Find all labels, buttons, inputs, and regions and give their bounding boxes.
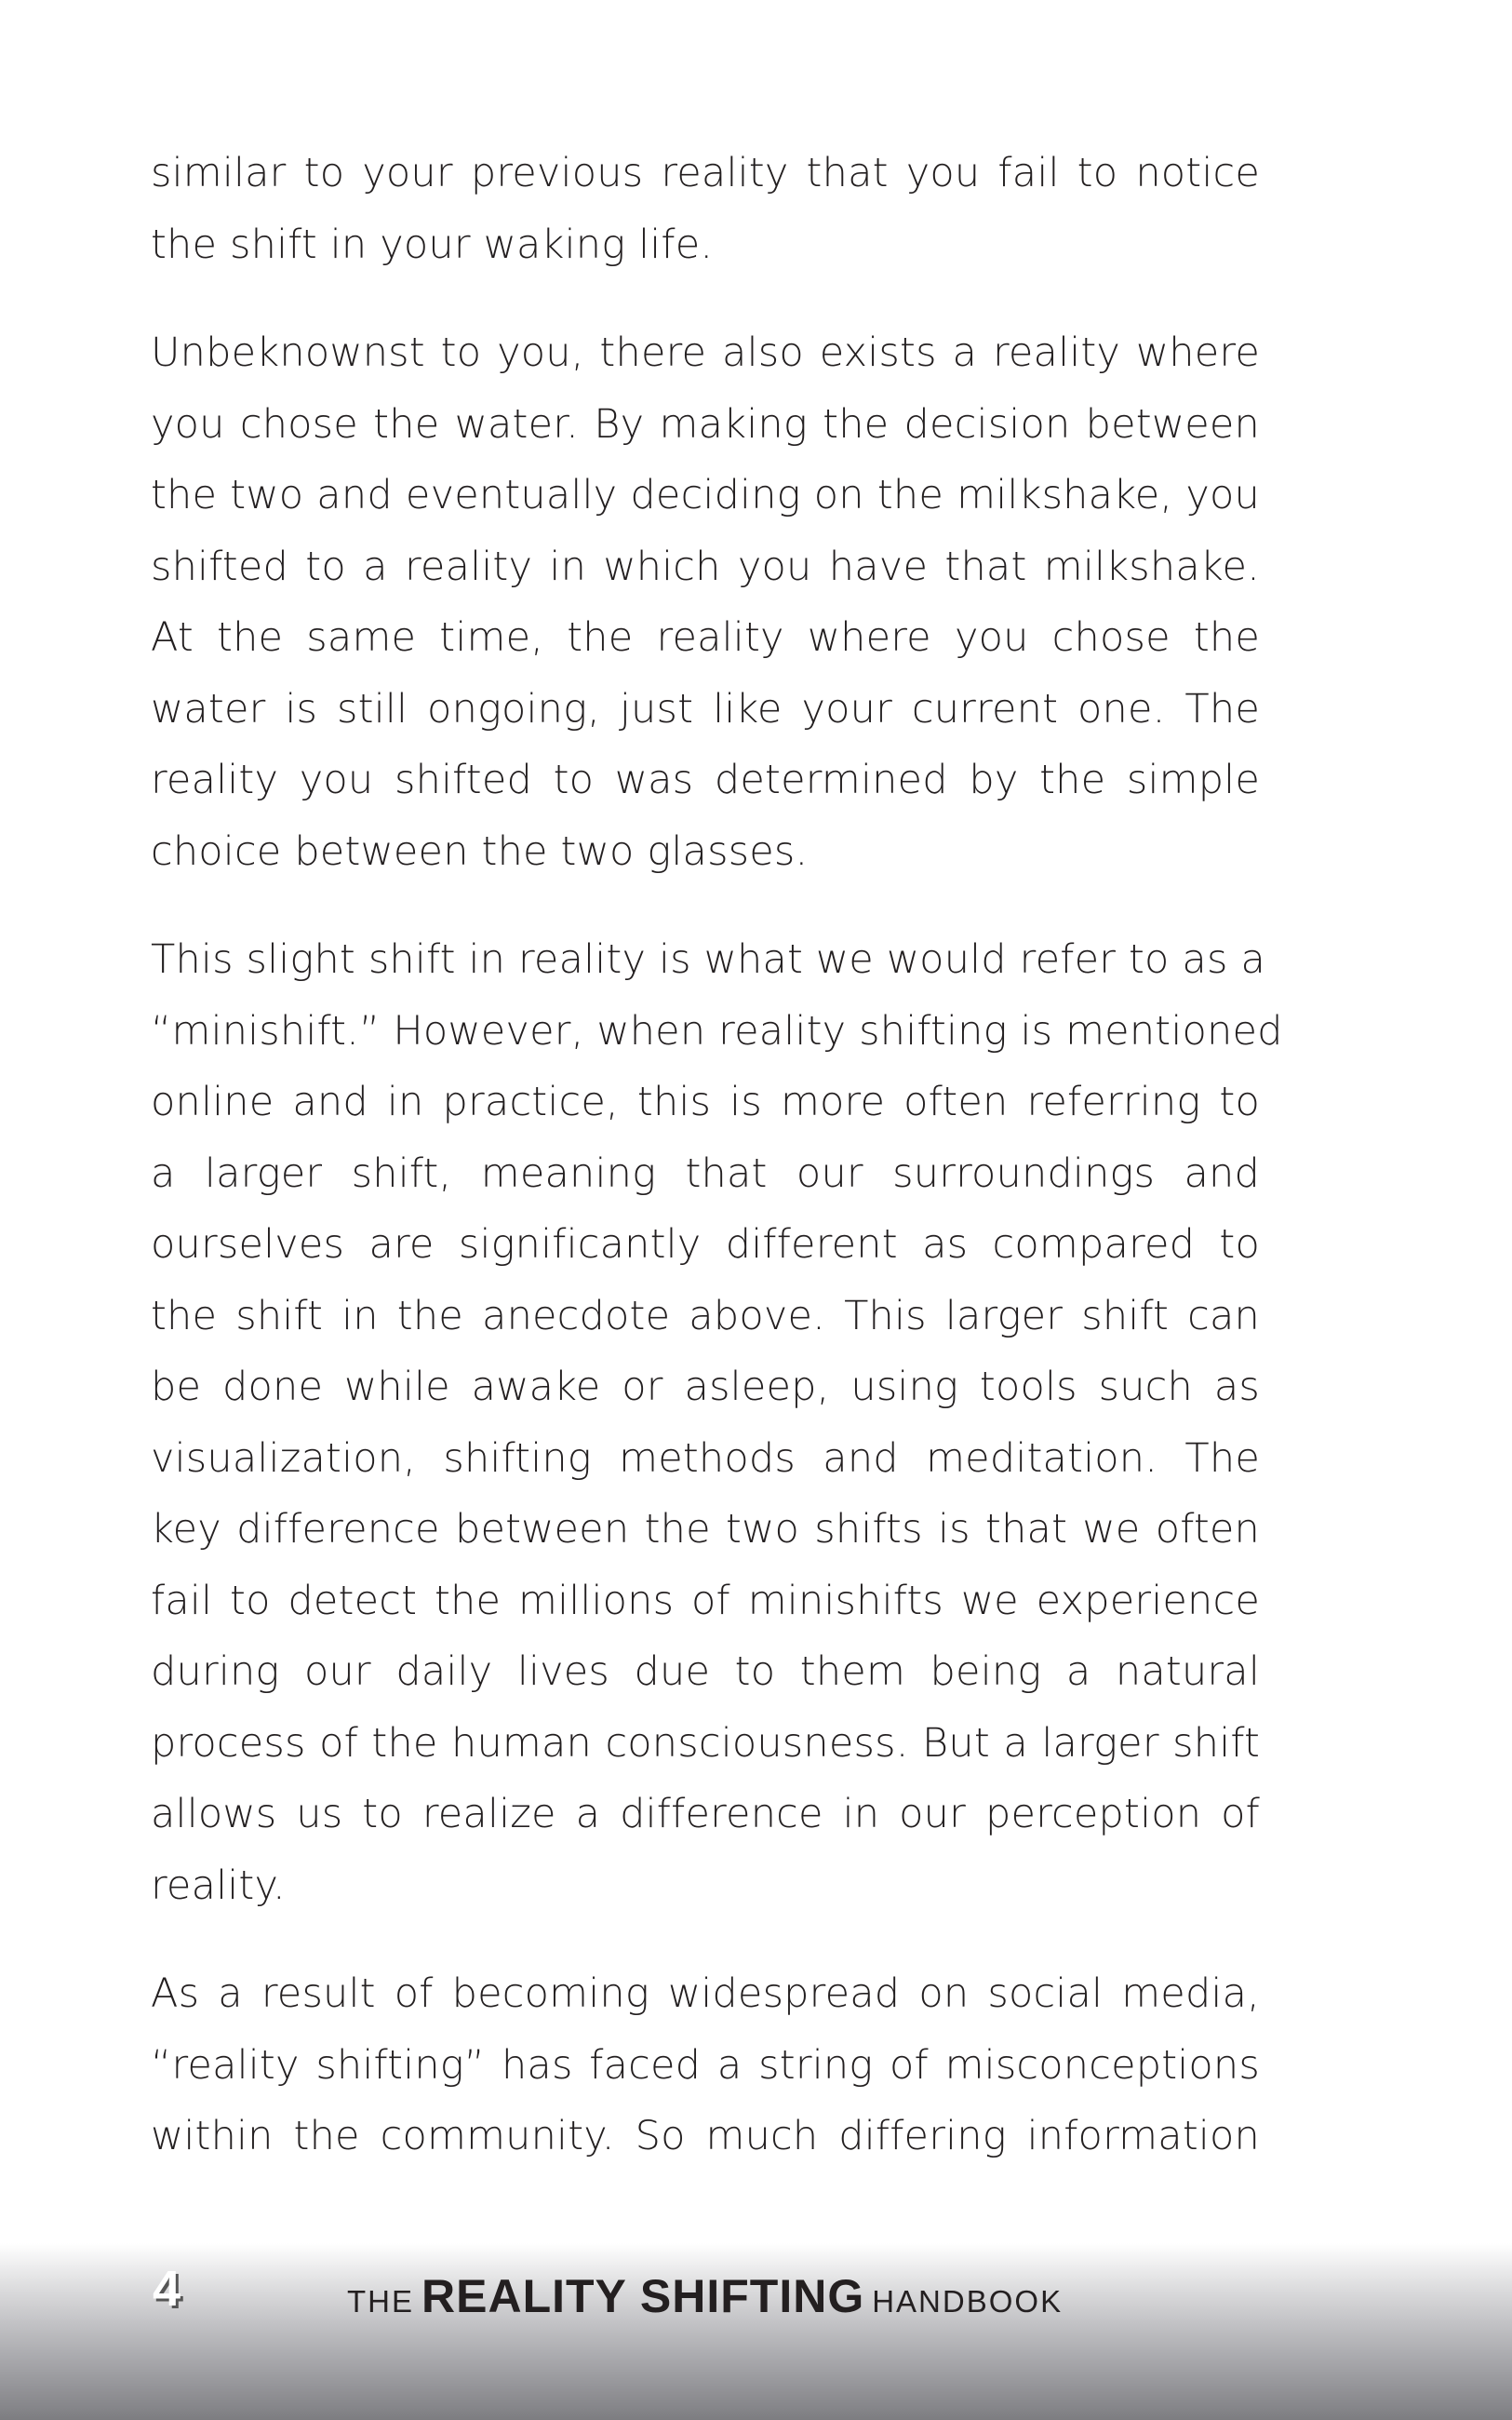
text-line: “reality shifting” has faced a string of misconceptions bbox=[151, 2041, 1260, 2089]
paragraph bbox=[151, 1958, 1260, 2172]
text-line: allows us to realize a difference in our perception of bbox=[151, 1791, 1260, 1837]
text-line: within the community. So much differing information bbox=[151, 2113, 1260, 2159]
text-line: reality you shifted to was determined by the simple bbox=[151, 757, 1260, 803]
text-line: This slight shift in reality is what we would refer to as a bbox=[151, 936, 1265, 983]
text-line: choice between the two glasses. bbox=[151, 827, 809, 875]
paragraph bbox=[151, 138, 1260, 280]
title-main: REALITY SHIFTING bbox=[421, 2270, 865, 2322]
page-number: 4 bbox=[153, 2261, 181, 2317]
text-line: visualization, shifting methods and meditation. The bbox=[151, 1434, 1260, 1482]
page-footer bbox=[0, 2243, 1512, 2420]
paragraph bbox=[151, 924, 1283, 1921]
title-suffix: HANDBOOK bbox=[872, 2284, 1064, 2319]
text-line: the shift in your waking life. bbox=[151, 221, 714, 268]
text-line: online and in practice, this is more often referring to bbox=[151, 1079, 1260, 1125]
text-line: water is still ongoing, just like your current one. The bbox=[151, 685, 1260, 733]
text-line: be done while awake or asleep, using tools such as bbox=[151, 1364, 1260, 1410]
text-line: reality. bbox=[151, 1862, 286, 1909]
text-line: At the same time, the reality where you chose the bbox=[151, 614, 1260, 661]
text-line: during our daily lives due to them being a natural bbox=[151, 1648, 1260, 1695]
text-line: the two and eventually deciding on the milkshake, you bbox=[151, 472, 1260, 518]
body-text bbox=[151, 138, 1283, 2210]
text-line: similar to your previous reality that you fail to notice bbox=[151, 150, 1260, 196]
running-header-title bbox=[347, 2269, 1063, 2323]
text-line: key difference between the two shifts is that we often bbox=[151, 1506, 1260, 1553]
text-line: Unbeknownst to you, there also exists a reality where bbox=[151, 329, 1260, 376]
paragraph bbox=[151, 317, 1260, 887]
text-line: a larger shift, meaning that our surroundings and bbox=[151, 1150, 1260, 1197]
title-prefix: THE bbox=[347, 2284, 414, 2319]
text-line: “minishift.” However, when reality shifting is mentioned bbox=[151, 1007, 1283, 1055]
text-line: As a result of becoming widespread on social media, bbox=[151, 1970, 1260, 2017]
text-line: ourselves are significantly different as compared to bbox=[151, 1221, 1260, 1268]
text-line: fail to detect the millions of minishifts we experience bbox=[151, 1577, 1260, 1624]
text-line: the shift in the anecdote above. This larger shift can bbox=[151, 1292, 1260, 1339]
text-line: process of the human consciousness. But a larger shift bbox=[151, 1719, 1260, 1767]
text-line: you chose the water. By making the decision between bbox=[151, 400, 1260, 448]
text-line: shifted to a reality in which you have that milkshake. bbox=[151, 543, 1260, 590]
